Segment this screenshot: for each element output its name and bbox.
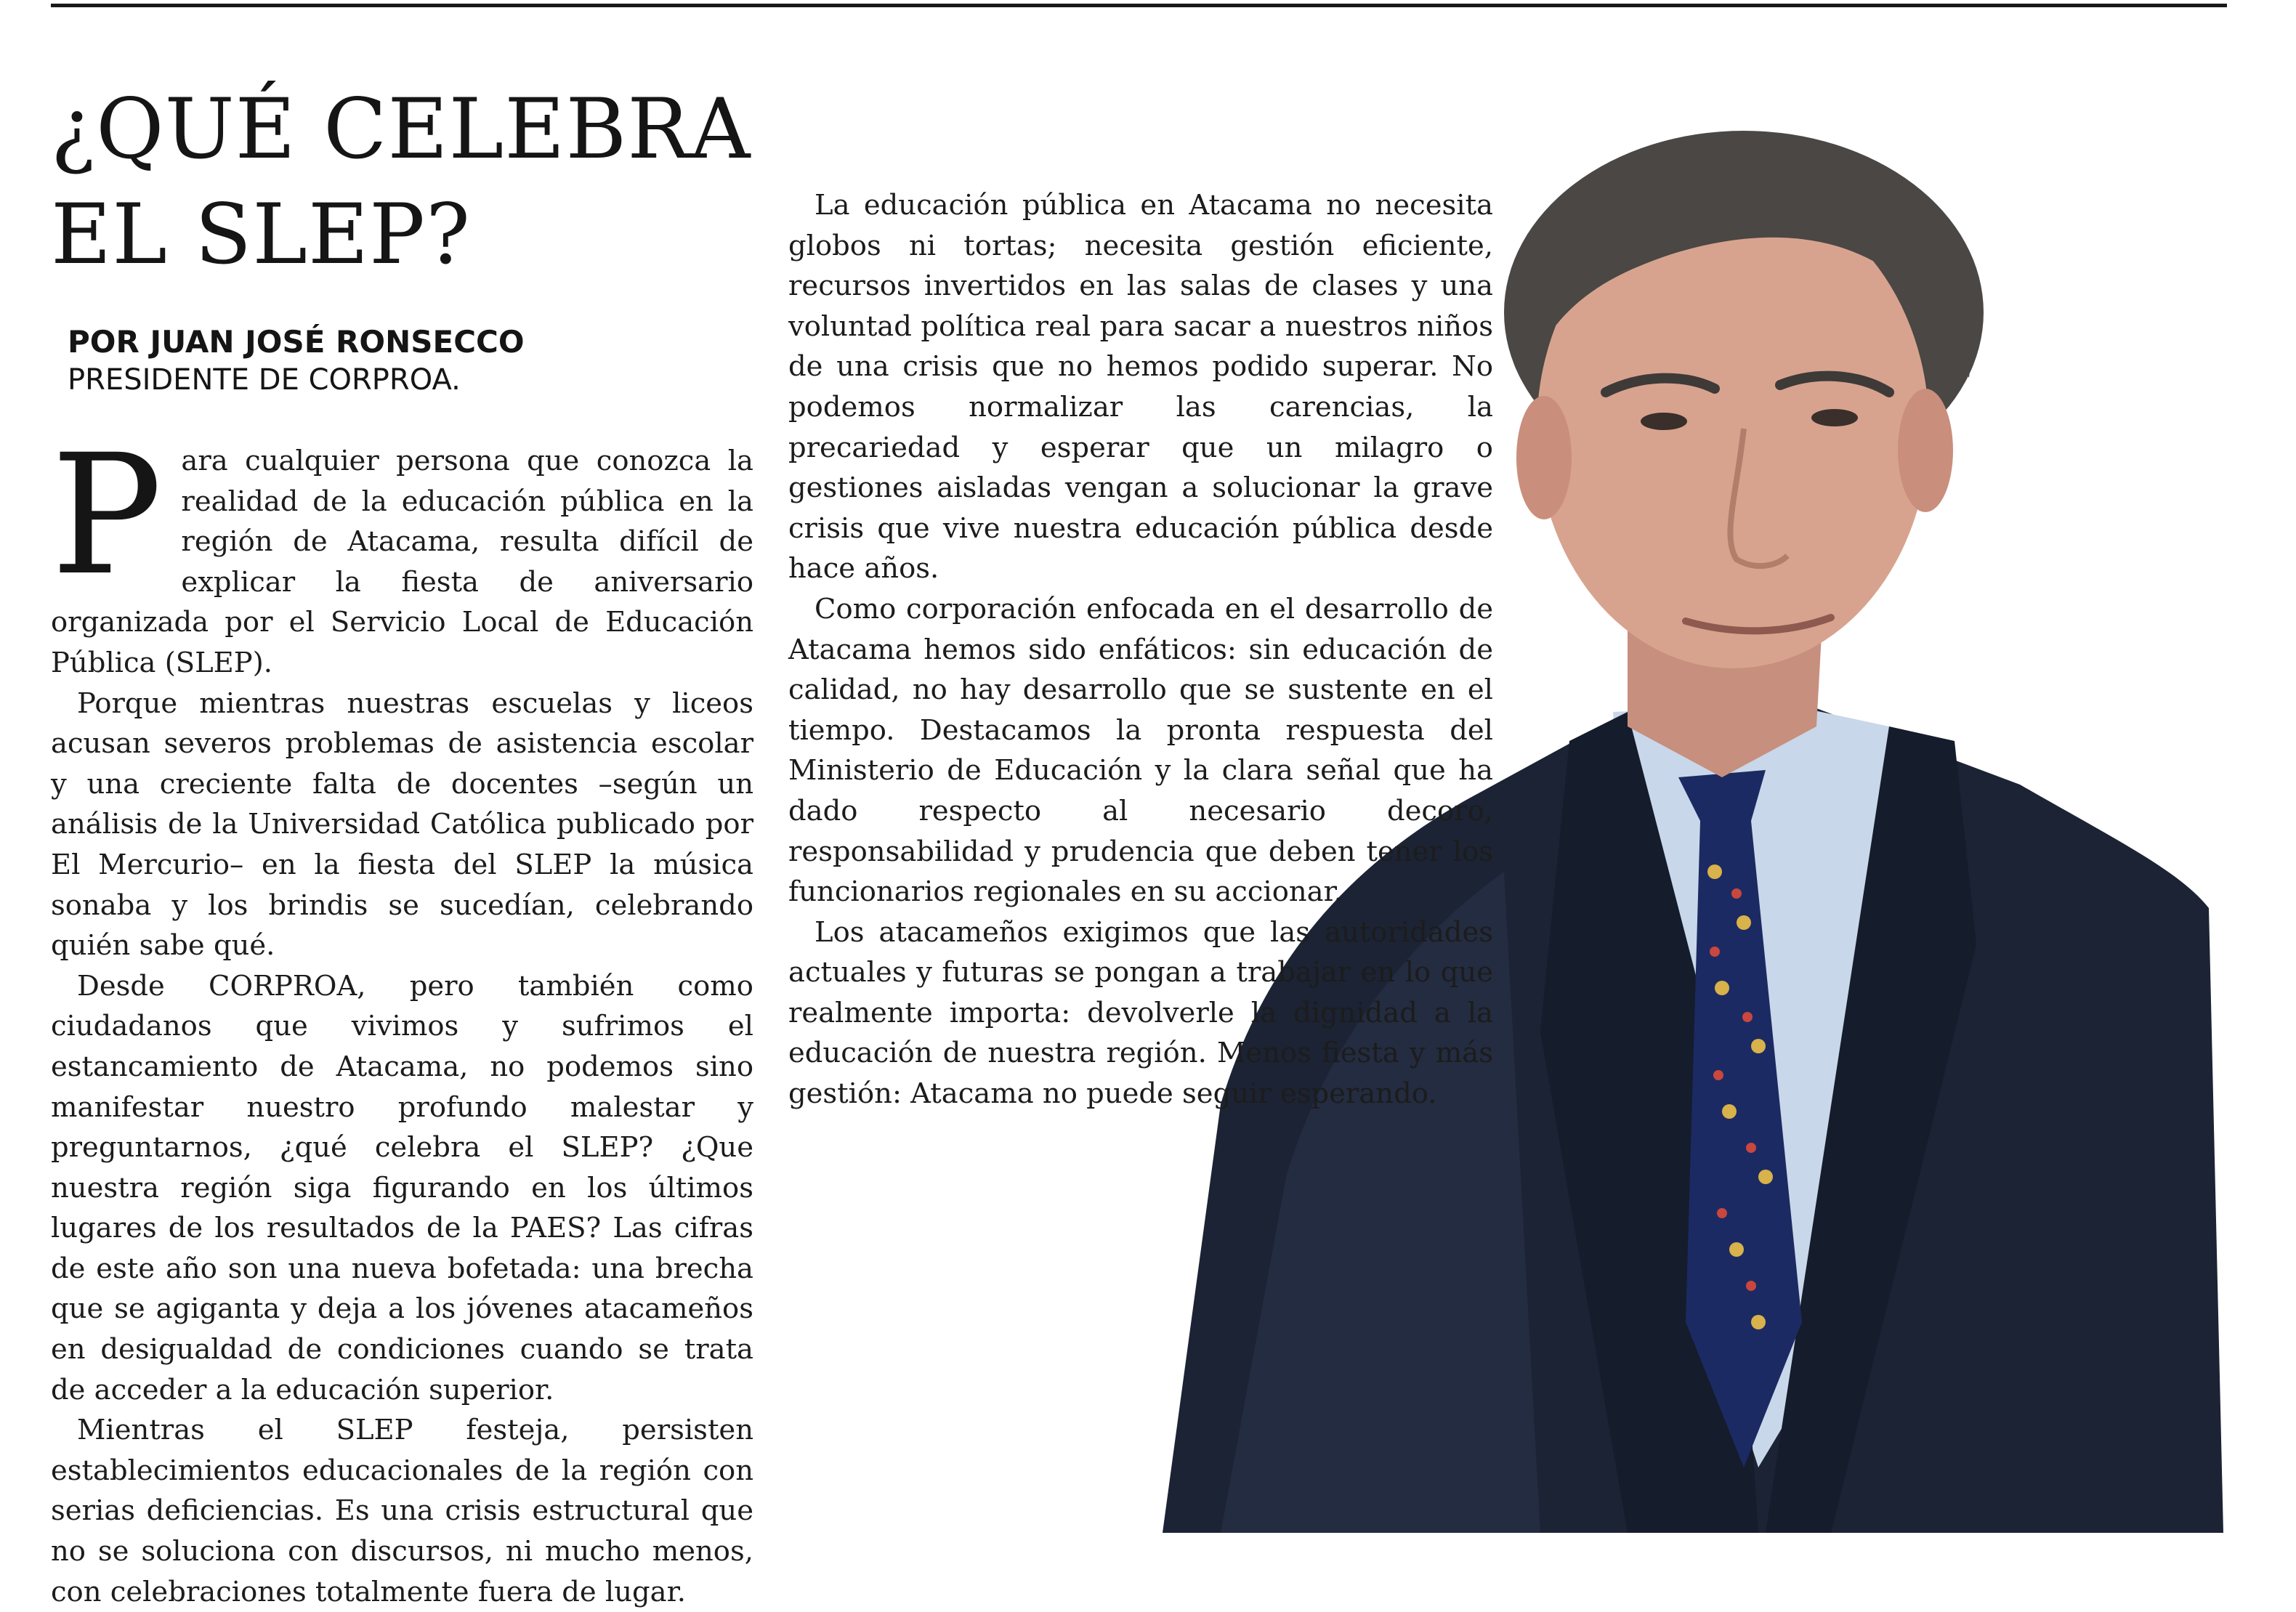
- headline-line-1: ¿QUÉ CELEBRA: [51, 81, 751, 177]
- paragraph-4: Mientras el SLEP festeja, persisten establecimientos educacionales de la región con serias deficiencias. Es una crisis estructural que no se soluciona con discursos, ni mucho menos, con celebraciones totalmente fuera de lugar.: [51, 1414, 753, 1608]
- paragraph-7: Los atacameños exigimos que las autoridades actuales y futuras se pongan a trabajar en lo que realmente importa: devolverle la dignidad a la educación de nuestra región. Menos fiesta y más gestión: Atacama no puede seguir esperando.: [788, 915, 1493, 1111]
- portrait-ear-right: [1898, 389, 1953, 512]
- article-left-column: [51, 418, 753, 1612]
- portrait-eye-right: [1811, 409, 1858, 426]
- paragraph-3: Desde CORPROA, pero también como ciudadanos que vivimos y sufrimos el estancamiento de Atacama, no podemos sino manifestar nuestro profundo malestar y preguntarnos, ¿qué celebra el SLEP? ¿Que nuestra región siga figurando en los últimos lugares de los resultados de la PAES? Las cifras de este año son una nueva bofetada: una brecha que se agiganta y deja a los jóvenes atacameños en desigualdad de condiciones cuando se trata de acceder a la educación superior.: [51, 969, 753, 1406]
- paragraph-1: Para cualquier persona que conozca la realidad de la educación pública en la región de Atacama, resulta difícil de explicar la fiesta de aniversario organizada por el Servicio Local de Educación Pública (SLEP).: [51, 418, 753, 679]
- byline-role: PRESIDENTE DE CORPROA.: [68, 363, 461, 397]
- article-right-column: [788, 185, 1493, 1114]
- byline-author: POR JUAN JOSÉ RONSECCO: [68, 324, 525, 360]
- top-rule: [51, 4, 2227, 7]
- headline: [51, 76, 751, 287]
- drop-cap: P: [51, 418, 163, 612]
- paragraph-2: Porque mientras nuestras escuelas y liceos acusan severos problemas de asistencia escolar y una creciente falta de docentes –según un análisis de la Universidad Católica publicado por El Mercurio– en la fiesta del SLEP la música sonaba y los brindis se sucedían, celebrando quién sabe qué.: [51, 686, 753, 963]
- paragraph-6: Como corporación enfocada en el desarrollo de Atacama hemos sido enfáticos: sin educación de calidad, no hay desarrollo que se sustente en el tiempo. Destacamos la pronta respuesta del Ministerio de Educación y la clara señal que ha dado respecto al necesario decoro, responsabilidad y prudencia que deben tener los funcionarios regionales en su accionar.: [788, 592, 1493, 909]
- portrait-eye-left: [1641, 413, 1687, 430]
- portrait-ear-left: [1516, 396, 1572, 519]
- paragraph-5: La educación pública en Atacama no necesita globos ni tortas; necesita gestión eficiente, recursos invertidos en las salas de clases y una voluntad política real para sacar a nuestros niños de una crisis que no hemos podido superar. No podemos normalizar las carencias, la precariedad y esperar que un milagro o gestiones aisladas vengan a solucionar la grave crisis que vive nuestra educación pública desde hace años.: [788, 189, 1493, 586]
- headline-line-2: EL SLEP?: [51, 186, 471, 283]
